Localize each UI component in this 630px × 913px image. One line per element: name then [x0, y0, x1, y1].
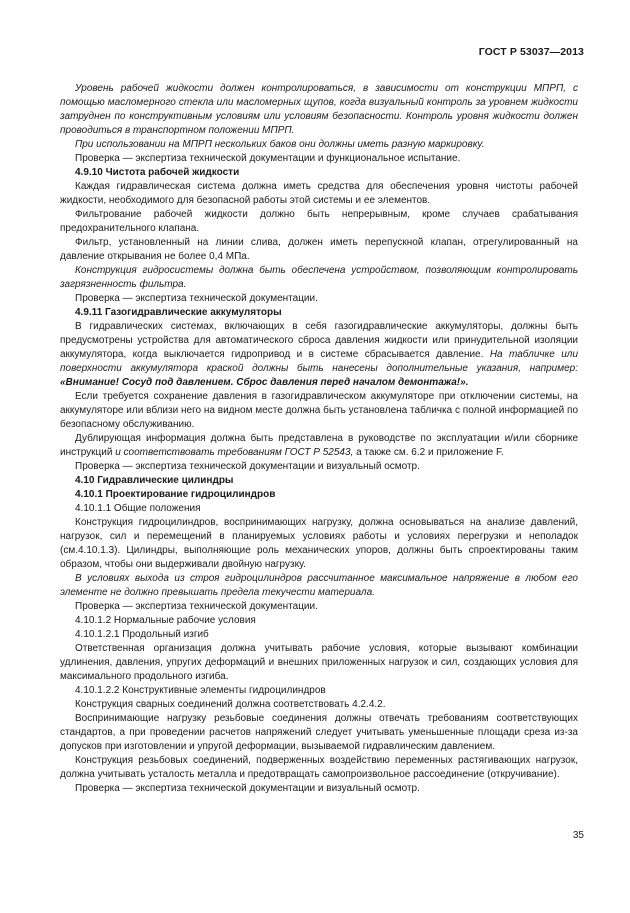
- section-heading: 4.9.10 Чистота рабочей жидкости: [75, 167, 240, 178]
- page-number: 35: [572, 830, 584, 841]
- document-body: [60, 82, 578, 796]
- paragraph: Проверка — экспертиза технической документации.: [75, 601, 318, 612]
- section-heading: 4.9.11 Газогидравлические аккумуляторы: [75, 307, 282, 318]
- subsection-heading: 4.10.1.2.2 Конструктивные элементы гидроцилиндров: [75, 685, 326, 696]
- paragraph: Фильтрование рабочей жидкости должно быть непрерывным, кроме случаев срабатывания предохранительного клапана.: [60, 209, 578, 234]
- warning-text: «Внимание! Сосуд под давлением. Сброс давления перед началом демонтажа!».: [60, 377, 469, 388]
- paragraph: В условиях выхода из строя гидроцилиндров рассчитанное максимальное напряжение в любом его элементе не должно превышать предела текучести материала.: [60, 573, 578, 598]
- paragraph: Ответственная организация должна учитывать рабочие условия, которые вызывают комбинации удлинения, давления, упругих деформаций и внешних приложенных нагрузок и сил, создающих условия для максимального продольного изгиба.: [60, 643, 578, 682]
- paragraph: Проверка — экспертиза технической документации и визуальный осмотр.: [75, 461, 420, 472]
- section-heading: 4.10.1 Проектирование гидроцилиндров: [75, 489, 276, 500]
- paragraph: Конструкция гидросистемы должна быть обеспечена устройством, позволяющим контролировать загрязненность фильтра.: [60, 265, 578, 290]
- paragraph: Конструкция сварных соединений должна соответствовать 4.2.4.2.: [75, 699, 386, 710]
- paragraph: Уровень рабочей жидкости должен контролироваться, в зависимости от конструкции МПРП, с помощью масломерного стекла или масломерных щупов, когда визуальный контроль за уровнем жидкости затруднен по конструктивным условиям или условиям безопасности. Контроль уровня жидкости должен проводиться в транспортном положении МПРП.: [60, 83, 578, 136]
- paragraph: Проверка — экспертиза технической документации и визуальный осмотр.: [75, 783, 420, 794]
- paragraph: Воспринимающие нагрузку резьбовые соединения должны отвечать требованиям соответствующих стандартов, а при проведении расчетов напряжений следует учитывать уменьшенные площади среза из-за допусков при изготовлении и упругой деформации, вызываемой гидравлическим давлением.: [60, 713, 578, 752]
- subsection-heading: 4.10.1.1 Общие положения: [75, 503, 201, 514]
- paragraph: [60, 432, 578, 460]
- subsection-heading: 4.10.1.2 Нормальные рабочие условия: [75, 615, 256, 626]
- paragraph: Проверка — экспертиза технической документации.: [75, 293, 318, 304]
- section-heading: 4.10 Гидравлические цилиндры: [75, 475, 234, 486]
- paragraph-italic-text: и соответствовать требованиям ГОСТ Р 52543,: [115, 447, 354, 458]
- paragraph: Проверка — экспертиза технической документации и функциональное испытание.: [75, 153, 461, 164]
- paragraph-text: а также см. 6.2 и приложение F.: [353, 447, 504, 458]
- paragraph-text: Дублирующая информация должна быть представлена в руководстве по эксплуатации и/или сборнике инструкций: [60, 433, 578, 458]
- paragraph-text: В гидравлических системах, включающих в себя газогидравлические аккумуляторы, должны быть предусмотрены устройства для автоматического сброса давления жидкости или принудительной изоляции аккумулятора, когда выключается гидропривод и в системе сбрасывается давление.: [60, 321, 578, 360]
- paragraph: Каждая гидравлическая система должна иметь средства для обеспечения уровня чистоты рабочей жидкости, необходимого для безопасной работы этой системы и ее элементов.: [60, 181, 578, 206]
- paragraph: Конструкция гидроцилиндров, воспринимающих нагрузку, должна основываться на анализе давлений, нагрузок, сил и перемещений в планируемых условиях работы и условиях перегрузки и неполадок (см.4.10.1.3). Цилиндры, выполняющие роль механических упоров, должны быть спроектированы таким образом, чтобы они выдерживали двойную нагрузку.: [60, 517, 578, 570]
- paragraph: При использовании на МПРП нескольких баков они должны иметь разную маркировку.: [75, 139, 485, 150]
- paragraph: Если требуется сохранение давления в газогидравлическом аккумуляторе при отключении системы, на аккумуляторе или вблизи него на видном месте должна быть установлена табличка с полной информацией по безопасному обслуживанию.: [60, 391, 578, 430]
- subsection-heading: 4.10.1.2.1 Продольный изгиб: [75, 629, 209, 640]
- document-header: ГОСТ Р 53037—2013: [478, 46, 584, 58]
- paragraph: [60, 320, 578, 390]
- paragraph: Фильтр, установленный на линии слива, должен иметь перепускной клапан, отрегулированный на давление открывания не более 0,4 МПа.: [60, 237, 578, 262]
- paragraph-italic-text: На табличке или поверхности аккумулятора краской должны быть нанесены дополнительные указания, например:: [60, 349, 579, 374]
- paragraph: Конструкция резьбовых соединений, подверженных воздействию переменных растягивающих нагрузок, должна учитывать усталость металла и предотвращать самопроизвольное рассоединение (откручивание).: [60, 755, 578, 780]
